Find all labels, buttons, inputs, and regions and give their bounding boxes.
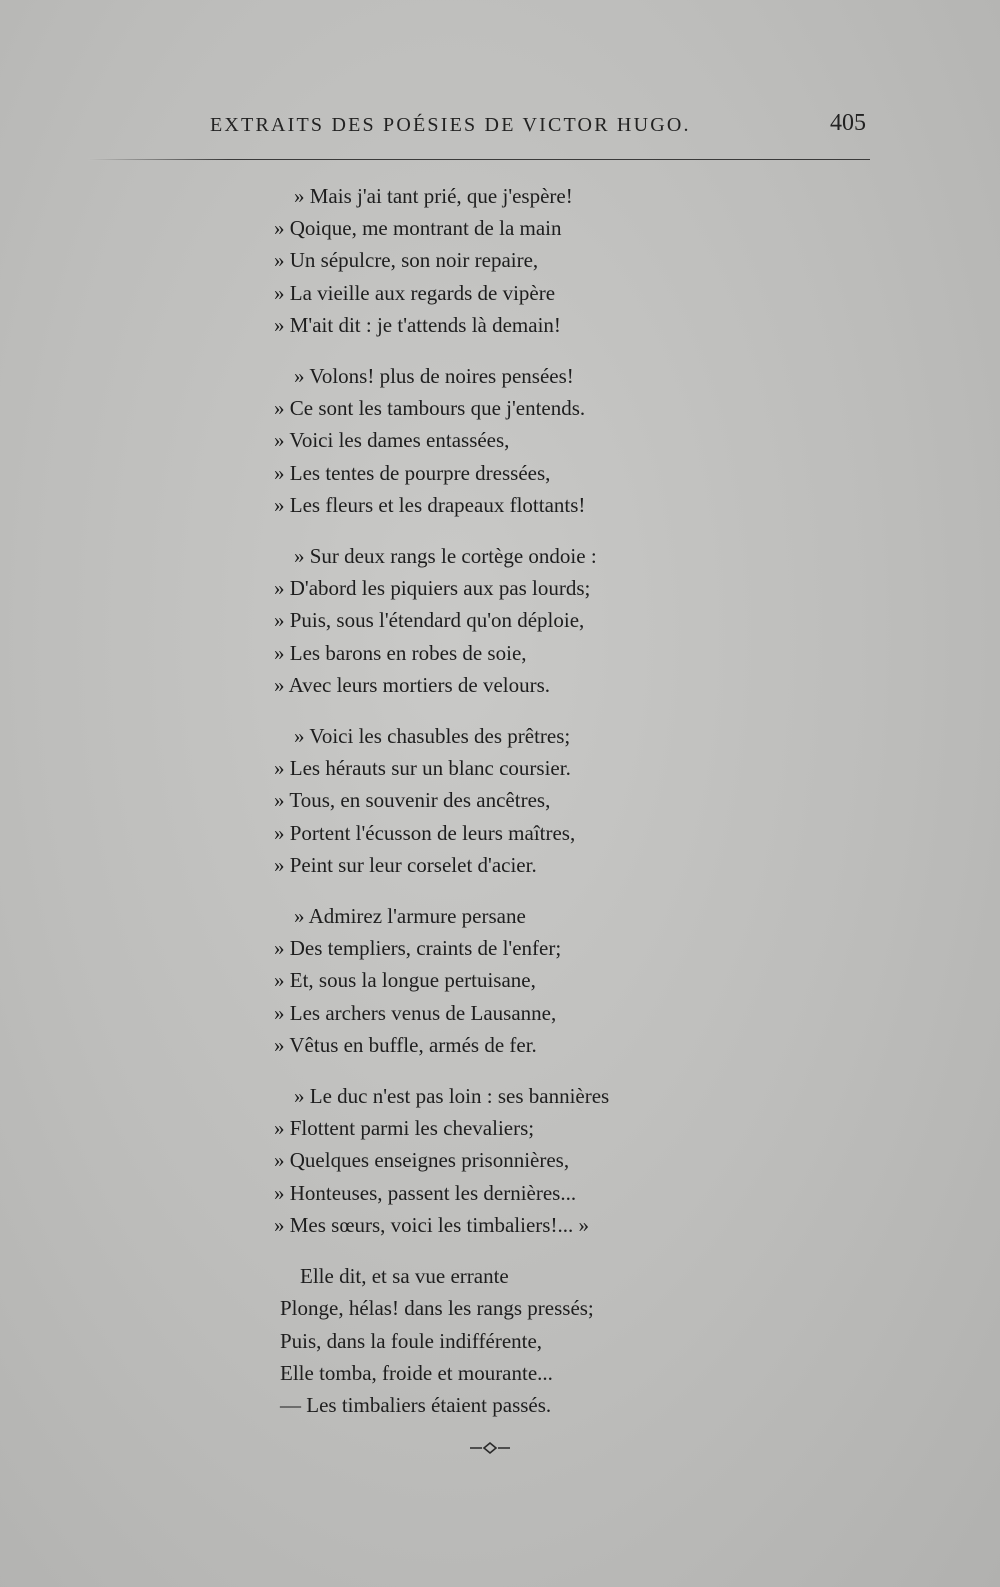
verse-line: » Portent l'écusson de leurs maîtres, (274, 820, 576, 845)
verse-line: » Admirez l'armure persane (294, 904, 526, 929)
page-number: 405 (830, 110, 866, 136)
verse-line: » Mais j'ai tant prié, que j'espère! (294, 184, 573, 208)
stanza-1 (274, 180, 694, 341)
verse-line: » Peint sur leur corselet d'acier. (274, 852, 537, 877)
verse-line: » Et, sous la longue pertuisane, (274, 968, 536, 993)
verse-line: » Les tentes de pourpre dressées, (274, 460, 551, 485)
verse-line: » Mes sœurs, voici les timbaliers!... » (274, 1212, 589, 1237)
verse-line: Puis, dans la foule indifférente, (280, 1328, 543, 1353)
verse-line: » Sur deux rangs le cortège ondoie : (294, 544, 597, 569)
verse-line: » Les hérauts sur un blanc coursier. (274, 756, 571, 781)
verse-line: » Quelques enseignes prisonnières, (274, 1148, 570, 1173)
verse-line: » Des templiers, craints de l'enfer; (274, 936, 562, 961)
verse-line: » Avec leurs mortiers de velours. (274, 672, 551, 697)
verse-line: — Les timbaliers étaient passés. (280, 1392, 552, 1417)
verse-line: » Tous, en souvenir des ancêtres, (274, 788, 551, 813)
poem-body (274, 180, 694, 1440)
verse-line: » Voici les chasubles des prêtres; (294, 724, 571, 749)
verse-line: Elle tomba, froide et mourante... (280, 1360, 553, 1385)
verse-line: » D'abord les piquiers aux pas lourds; (274, 576, 591, 601)
header-rule-fade (88, 158, 228, 161)
verse-line: » Les barons en robes de soie, (274, 640, 527, 665)
stanza-2 (274, 360, 694, 521)
stanza-5 (274, 900, 694, 1061)
stanza-7 (274, 1260, 694, 1421)
tailpiece-ornament-icon (470, 1440, 510, 1456)
stanza-6 (274, 1080, 694, 1241)
verse-line: » Voici les dames entassées, (274, 428, 510, 453)
verse-line: » Volons! plus de noires pensées! (294, 364, 574, 389)
verse-line: » La vieille aux regards de vipère (274, 280, 556, 305)
running-title: EXTRAITS DES POÉSIES DE VICTOR HUGO. (210, 114, 691, 136)
verse-line: » Vêtus en buffle, armés de fer. (274, 1032, 537, 1057)
verse-line: » Un sépulcre, son noir repaire, (274, 248, 539, 273)
stanza-3 (274, 540, 694, 701)
stanza-4 (274, 720, 694, 881)
verse-line: Plonge, hélas! dans les rangs pressés; (280, 1296, 594, 1321)
verse-line: » Qoique, me montrant de la main (274, 216, 562, 241)
verse-line: » Flottent parmi les chevaliers; (274, 1116, 535, 1141)
verse-line: » Puis, sous l'étendard qu'on déploie, (274, 608, 585, 633)
verse-line: » M'ait dit : je t'attends là demain! (274, 312, 561, 337)
verse-line: » Ce sont les tambours que j'entends. (274, 396, 586, 421)
verse-line: » Les fleurs et les drapeaux flottants! (274, 492, 586, 517)
verse-line: » Les archers venus de Lausanne, (274, 1000, 557, 1025)
verse-line: » Honteuses, passent les dernières... (274, 1180, 577, 1205)
verse-line: » Le duc n'est pas loin : ses bannières (294, 1084, 610, 1109)
verse-line: Elle dit, et sa vue errante (300, 1264, 509, 1289)
